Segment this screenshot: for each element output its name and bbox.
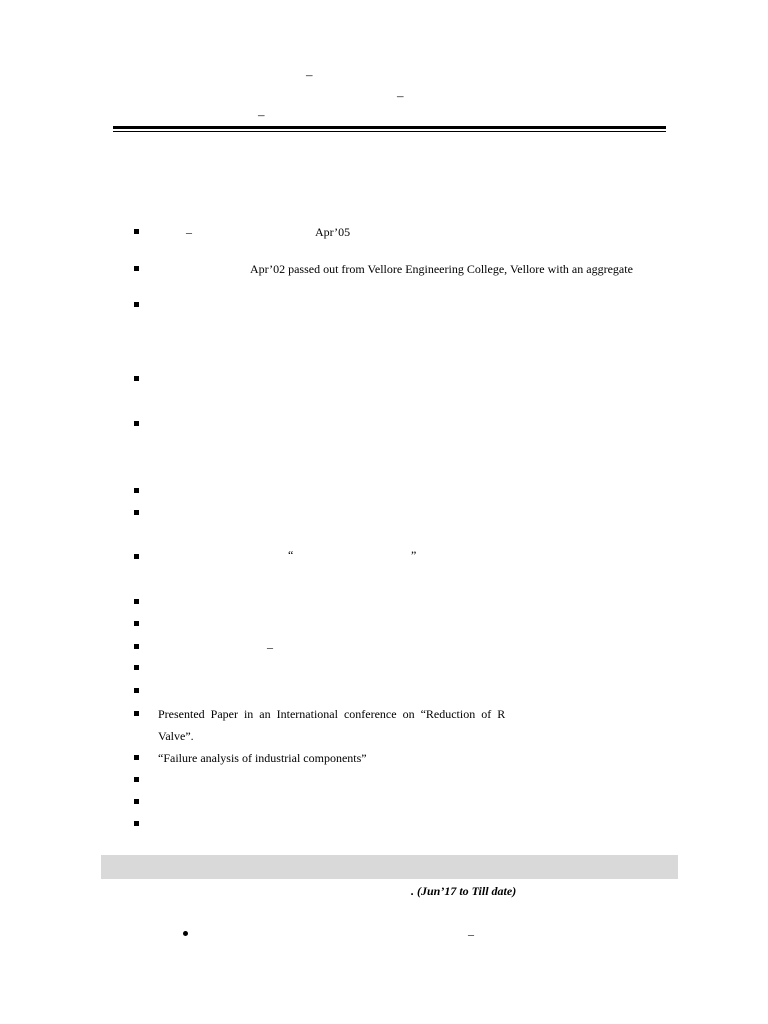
round-bullet-1 (183, 931, 188, 936)
bullet-18 (134, 821, 139, 826)
bullet-11 (134, 644, 139, 649)
header-dash-3: – (258, 107, 265, 122)
bullet-12 (134, 665, 139, 670)
paper-line-1: Presented Paper in an International conference on “Reduction of R (158, 707, 506, 721)
bullet-2 (134, 266, 139, 271)
bullet-10 (134, 621, 139, 626)
bullet-13 (134, 688, 139, 693)
activity-quote-open: “ (288, 548, 294, 562)
header-dash-2: – (397, 88, 404, 103)
header-rule-thick (113, 126, 666, 129)
bullet-17 (134, 799, 139, 804)
education-item-2-text: Apr’02 passed out from Vellore Engineering College, Vellore with an aggregate (250, 262, 633, 276)
header-dash-1: – (306, 67, 313, 82)
bullet-3 (134, 302, 139, 307)
bullet-9 (134, 599, 139, 604)
activity-quote-close: ” (411, 548, 417, 562)
role-dates: . (Jun’17 to Till date) (411, 884, 517, 898)
education-item-1-dash: – (186, 225, 192, 239)
bullet-14 (134, 711, 139, 716)
bullet-8 (134, 554, 139, 559)
bullet-4 (134, 376, 139, 381)
bullet-5 (134, 421, 139, 426)
education-item-1-date: Apr’05 (315, 225, 351, 239)
failure-analysis-text: “Failure analysis of industrial components” (158, 751, 367, 765)
bullet-15 (134, 755, 139, 760)
section-heading-bar (101, 855, 678, 879)
bullet-7 (134, 510, 139, 515)
bullet-1 (134, 229, 139, 234)
experience-dash: – (468, 927, 474, 941)
bullet-16 (134, 777, 139, 782)
paper-line-2: Valve”. (158, 729, 194, 743)
bullet-6 (134, 488, 139, 493)
activity-dash: – (267, 640, 273, 654)
header-rule-thin (113, 131, 666, 132)
